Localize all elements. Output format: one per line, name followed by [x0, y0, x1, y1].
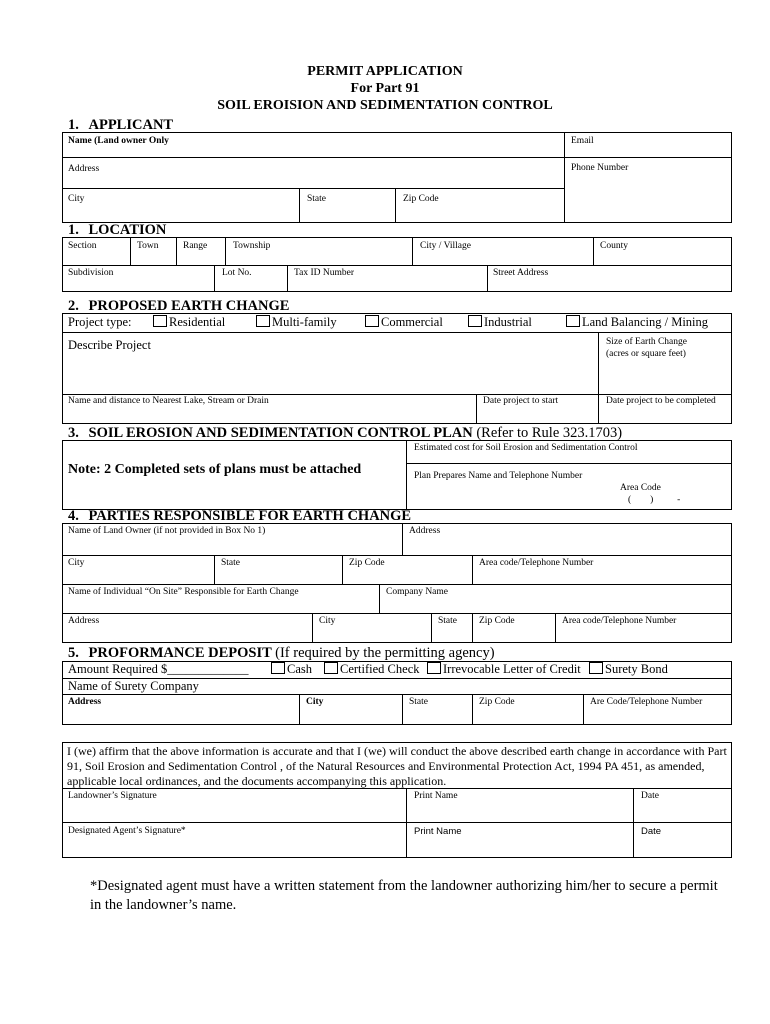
multi-family-checkbox[interactable]: Multi-family	[256, 315, 337, 330]
section-number: 1.	[68, 117, 79, 133]
location-lot-field[interactable]: Lot No.	[222, 268, 252, 278]
plans-attached-note: Note: 2 Completed sets of plans must be attached	[68, 462, 362, 477]
cash-checkbox[interactable]: Cash	[271, 662, 312, 677]
checkbox-icon	[324, 662, 338, 674]
onsite-address-field[interactable]: Address	[68, 616, 100, 626]
owner-phone-field[interactable]: Area code/Telephone Number	[479, 558, 594, 568]
applicant-name-field[interactable]: Name (Land owner Only	[68, 136, 169, 146]
date-start-field[interactable]: Date project to start	[483, 396, 559, 406]
owner-city-field[interactable]: City	[68, 558, 85, 568]
location-township-field[interactable]: Township	[233, 241, 271, 251]
applicant-email-field[interactable]: Email	[571, 136, 594, 146]
surety-bond-checkbox[interactable]: Surety Bond	[589, 662, 668, 677]
agent-date-field[interactable]: Date	[641, 826, 662, 837]
section-title: LOCATION	[88, 222, 167, 238]
location-street-field[interactable]: Street Address	[493, 268, 549, 278]
checkbox-icon	[427, 662, 441, 674]
agent-signature-field[interactable]: Designated Agent’s Signature*	[68, 826, 186, 836]
land-balancing-checkbox[interactable]: Land Balancing / Mining	[566, 315, 708, 330]
owner-address-field[interactable]: Address	[409, 526, 441, 536]
owner-state-field[interactable]: State	[221, 558, 240, 568]
applicant-address-field[interactable]: Address	[68, 164, 100, 174]
checkbox-icon	[271, 662, 285, 674]
location-county-field[interactable]: County	[600, 241, 628, 251]
project-type-label: Project type:	[68, 315, 132, 329]
plan-preparer-field[interactable]: Plan Prepares Name and Telephone Number	[414, 471, 583, 481]
nearest-water-field[interactable]: Name and distance to Nearest Lake, Stream or Drain	[68, 396, 269, 406]
location-range-field[interactable]: Range	[183, 241, 208, 251]
describe-project-field[interactable]: Describe Project	[68, 338, 151, 352]
surety-zip-field[interactable]: Zip Code	[479, 697, 515, 707]
preparer-phone-field[interactable]: ( ) -	[628, 495, 681, 505]
earth-change-box	[62, 313, 732, 424]
location-city-village-field[interactable]: City / Village	[420, 241, 471, 251]
form-title: PERMIT APPLICATION	[307, 64, 463, 79]
section-title: APPLICANT	[88, 117, 174, 133]
surety-state-field[interactable]: State	[409, 697, 428, 707]
onsite-phone-field[interactable]: Area code/Telephone Number	[562, 616, 677, 626]
section-deposit-heading	[68, 645, 495, 662]
applicant-city-field[interactable]: City	[68, 194, 85, 204]
affirmation-text: I (we) affirm that the above information is accurate and that I (we) will conduct the above described earth change in accordance with Part 91, Soil Erosion and Sedimentation Control , of the Natural Resources and Environmental Protection Act, 1994 PA 451, as amended, applicable local ordinances, and the documents accompanying this application.	[67, 744, 727, 788]
location-subdivision-field[interactable]: Subdivision	[68, 268, 114, 278]
section-title: PARTIES RESPONSIBLE FOR EARTH CHANGE	[88, 508, 412, 524]
applicant-state-field[interactable]: State	[307, 194, 326, 204]
location-section-field[interactable]: Section	[68, 241, 97, 251]
landowner-print-name-field[interactable]: Print Name	[414, 791, 458, 801]
estimated-cost-field[interactable]: Estimated cost for Soil Erosion and Sedimentation Control	[414, 443, 638, 453]
section-number: 3.	[68, 425, 79, 441]
form-subtitle: For Part 91	[350, 81, 420, 96]
applicant-phone-field[interactable]: Phone Number	[571, 163, 629, 173]
agent-print-name-field[interactable]: Print Name	[414, 826, 462, 837]
industrial-checkbox[interactable]: Industrial	[468, 315, 532, 330]
landowner-date-field[interactable]: Date	[641, 791, 659, 801]
checkbox-icon	[589, 662, 603, 674]
certified-check-checkbox[interactable]: Certified Check	[324, 662, 420, 677]
location-tax-id-field[interactable]: Tax ID Number	[294, 268, 355, 278]
commercial-checkbox[interactable]: Commercial	[365, 315, 443, 330]
surety-address-field[interactable]: Address	[68, 697, 102, 707]
letter-of-credit-checkbox[interactable]: Irrevocable Letter of Credit	[427, 662, 581, 677]
designated-agent-footnote: *Designated agent must have a written statement from the landowner authorizing him/her to secure a permit in the landowner’s name.	[90, 878, 718, 913]
area-code-label: Area Code	[620, 483, 661, 493]
onsite-zip-field[interactable]: Zip Code	[479, 616, 515, 626]
landowner-signature-field[interactable]: Landowner’s Signature	[68, 791, 157, 801]
section-title: SOIL EROSION AND SEDIMENTATION CONTROL PLAN	[88, 425, 473, 441]
section-number: 5.	[68, 645, 79, 661]
form-program-title: SOIL EROISION AND SEDIMENTATION CONTROL	[217, 98, 553, 113]
section-number: 4.	[68, 508, 79, 524]
residential-checkbox[interactable]: Residential	[153, 315, 225, 330]
surety-company-field[interactable]: Name of Surety Company	[68, 679, 199, 693]
company-name-field[interactable]: Company Name	[386, 587, 449, 597]
owner-name-field[interactable]: Name of Land Owner (if not provided in Box No 1)	[68, 526, 266, 536]
location-town-field[interactable]: Town	[137, 241, 159, 251]
applicant-zip-field[interactable]: Zip Code	[403, 194, 439, 204]
section-number: 2.	[68, 298, 79, 314]
surety-city-field[interactable]: City	[306, 697, 324, 707]
owner-zip-field[interactable]: Zip Code	[349, 558, 385, 568]
amount-required-field[interactable]: Amount Required $_____________	[68, 662, 249, 676]
section-note: (If required by the permitting agency)	[275, 645, 495, 661]
onsite-name-field[interactable]: Name of Individual “On Site” Responsible for Earth Change	[68, 587, 299, 597]
onsite-state-field[interactable]: State	[438, 616, 457, 626]
section-title: PROFORMANCE DEPOSIT	[88, 645, 272, 661]
onsite-city-field[interactable]: City	[319, 616, 336, 626]
surety-phone-field[interactable]: Are Code/Telephone Number	[590, 697, 703, 707]
size-units-label: (acres or square feet)	[606, 349, 686, 359]
section-title: PROPOSED EARTH CHANGE	[88, 298, 290, 314]
size-earth-change-field[interactable]: Size of Earth Change	[606, 337, 687, 347]
section-note: (Refer to Rule 323.1703)	[476, 425, 623, 441]
date-complete-field[interactable]: Date project to be completed	[606, 396, 716, 406]
section-number: 1.	[68, 222, 79, 238]
